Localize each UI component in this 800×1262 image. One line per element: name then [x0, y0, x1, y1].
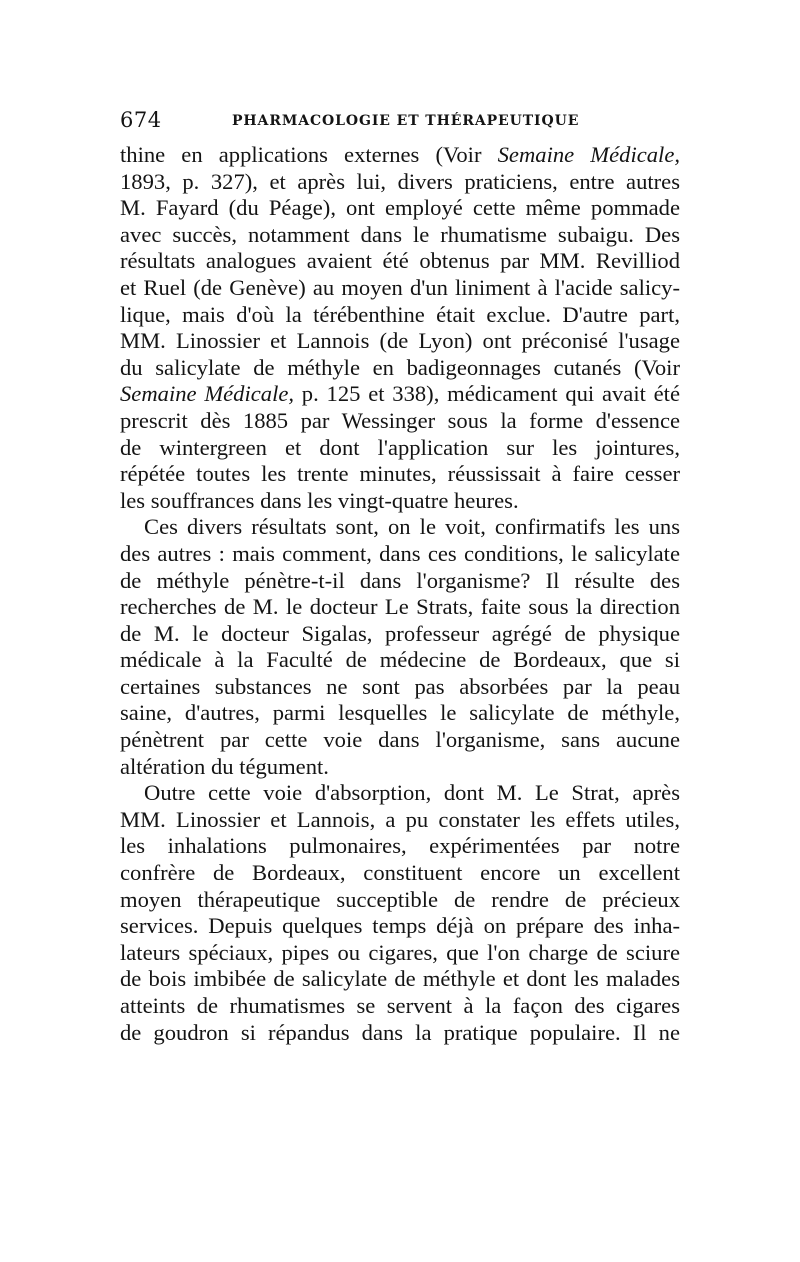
text-line	[120, 674, 680, 701]
text-line	[120, 1020, 680, 1047]
text-line	[120, 568, 680, 595]
text-segment: répétée toutes les trente minutes, réussissait à faire cesser	[120, 461, 680, 487]
text-line	[120, 860, 680, 887]
text-line	[120, 435, 680, 462]
body-text	[120, 142, 680, 1046]
page-number: 674	[120, 108, 162, 132]
text-segment: et Ruel (de Genève) au moyen d'un liniment à l'acide salicy-	[120, 274, 680, 300]
text-line	[120, 222, 680, 249]
text-line	[120, 647, 680, 674]
text-segment: pénètrent par cette voie dans l'organisme, sans aucune	[120, 727, 680, 753]
text-segment: saine, d'autres, parmi lesquelles le salicylate de méthyle,	[120, 700, 680, 726]
text-line	[120, 408, 680, 435]
text-segment: MM. Linossier et Lannois (de Lyon) ont préconisé l'usage	[120, 328, 680, 354]
text-segment: Ces divers résultats sont, on le voit, confirmatifs les uns	[144, 514, 680, 540]
text-line	[120, 833, 680, 860]
text-segment: lique, mais d'où la térébenthine était exclue. D'autre part,	[120, 301, 680, 327]
text-segment: les souffrances dans les vingt-quatre heures.	[120, 487, 519, 513]
text-line	[120, 621, 680, 648]
text-line	[120, 142, 680, 169]
text-segment: médicale à la Faculté de médecine de Bordeaux, que si	[120, 647, 680, 673]
text-line	[120, 275, 680, 302]
text-line	[120, 169, 680, 196]
text-line	[120, 594, 680, 621]
text-segment: recherches de M. le docteur Le Strats, faite sous la direction	[120, 594, 680, 620]
text-line	[120, 514, 680, 541]
text-segment: atteints de rhumatismes se servent à la façon des cigares	[120, 993, 680, 1018]
text-line	[120, 461, 680, 488]
text-segment: thine en applications externes (Voir	[120, 142, 498, 167]
italic-title: Semaine Médicale,	[497, 142, 680, 167]
italic-title: Semaine Médicale,	[120, 381, 295, 407]
text-segment: résultats analogues avaient été obtenus par MM. Revilliod	[120, 248, 680, 274]
text-segment: de goudron si répandus dans la pratique populaire. Il ne	[120, 1019, 680, 1045]
text-segment: les inhalations pulmonaires, expérimentées par notre	[120, 833, 680, 859]
text-line	[120, 355, 680, 382]
text-line	[120, 887, 680, 914]
running-title: PHARMACOLOGIE ET THÉRAPEUTIQUE	[232, 113, 580, 129]
text-line	[120, 488, 680, 515]
book-page	[120, 108, 680, 1046]
text-segment: de wintergreen et dont l'application sur les jointures,	[120, 434, 680, 460]
text-line	[120, 913, 680, 940]
text-segment: MM. Linossier et Lannois, a pu constater les effets utiles,	[120, 806, 680, 832]
text-line	[120, 993, 680, 1020]
text-line	[120, 754, 680, 781]
text-segment: de méthyle pénètre-t-il dans l'organisme? Il résulte des	[120, 567, 680, 593]
text-segment: du salicylate de méthyle en badigeonnages cutanés (Voir	[120, 354, 680, 380]
text-line	[120, 727, 680, 754]
running-head	[120, 108, 680, 142]
text-line	[120, 807, 680, 834]
text-line	[120, 248, 680, 275]
text-segment: M. Fayard (du Péage), ont employé cette même pommade	[120, 195, 680, 221]
text-line	[120, 541, 680, 568]
text-segment: de M. le docteur Sigalas, professeur agrégé de physique	[120, 620, 680, 646]
text-segment: des autres : mais comment, dans ces conditions, le salicylate	[120, 540, 680, 566]
text-line	[120, 700, 680, 727]
text-line	[120, 195, 680, 222]
text-segment: prescrit dès 1885 par Wessinger sous la forme d'essence	[120, 407, 680, 433]
text-line	[120, 302, 680, 329]
text-segment: confrère de Bordeaux, constituent encore un excellent	[120, 860, 680, 886]
text-line	[120, 381, 680, 408]
text-line	[120, 940, 680, 967]
text-line	[120, 780, 680, 807]
text-segment: p. 125 et 338), médicament qui avait été	[294, 381, 680, 407]
text-segment: altération du tégument.	[120, 753, 329, 779]
text-line	[120, 328, 680, 355]
text-line	[120, 966, 680, 993]
text-segment: services. Depuis quelques temps déjà on prépare des inha-	[120, 913, 680, 939]
text-segment: Outre cette voie d'absorption, dont M. Le Strat, après	[144, 780, 680, 806]
text-segment: lateurs spéciaux, pipes ou cigares, que l'on charge de sciure	[120, 939, 680, 965]
text-segment: certaines substances ne sont pas absorbées par la peau	[120, 673, 680, 699]
text-segment: avec succès, notamment dans le rhumatisme subaigu. Des	[120, 221, 680, 247]
text-segment: moyen thérapeutique succeptible de rendre de précieux	[120, 886, 680, 912]
text-segment: de bois imbibée de salicylate de méthyle et dont les malades	[120, 966, 680, 992]
text-segment: 1893, p. 327), et après lui, divers praticiens, entre autres	[120, 168, 680, 194]
